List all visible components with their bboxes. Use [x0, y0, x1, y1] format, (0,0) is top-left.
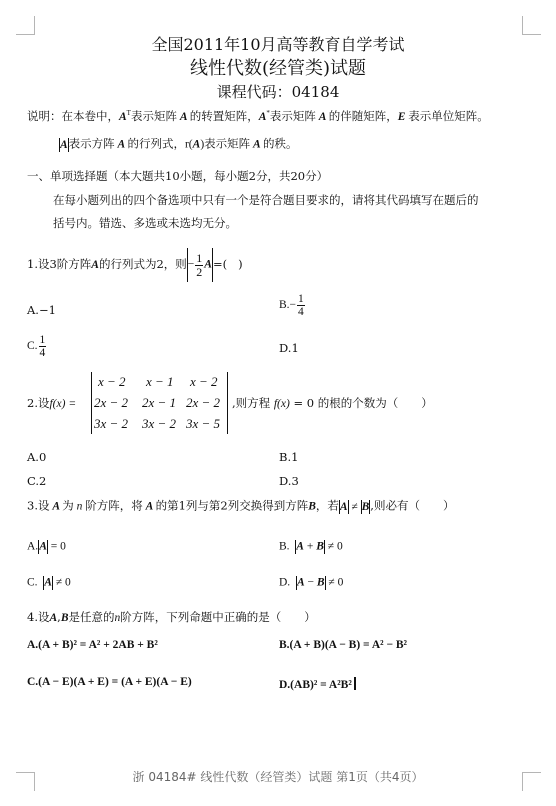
question-2-option-d: D.3 [279, 474, 299, 488]
page-footer: 浙 04184# 线性代数（经管类）试题 第1页（共4页） [132, 770, 424, 784]
crop-mark-top-left [16, 16, 35, 35]
question-4-stem: 4.设A,B是任意的n阶方阵，下列命题中正确的是（ ） [27, 610, 316, 624]
course-code: 课程代码：04184 [216, 83, 340, 101]
det-r1c3: x − 2 [190, 374, 218, 389]
question-2-option-b: B.1 [279, 450, 299, 464]
det-r2c1: 2x − 2 [94, 395, 129, 410]
det-r1c2: x − 1 [146, 374, 174, 389]
question-1-option-d: D.1 [279, 341, 299, 355]
question-1-option-b: B.− $\frac{1}{4}$ [279, 293, 304, 319]
section-instructions-1: 在每小题列出的四个备选项中只有一个是符合题目要求的，请将其代码填写在题后的 [53, 193, 479, 207]
crop-mark-top-right [522, 16, 541, 35]
det-r3c2: 3x − 2 [142, 416, 177, 431]
question-4-option-a: A.(A + B)² = A² + 2AB + B² [27, 639, 158, 651]
question-1-option-a: A.−1 [27, 303, 56, 317]
subject-title: 线性代数(经管类)试题 [189, 58, 367, 79]
question-3-option-d: D. A − B ≠ 0 [279, 576, 344, 589]
question-1-option-c: C. $\frac{1}{4}$ [27, 334, 46, 360]
det-r2c2: 2x − 1 [142, 395, 177, 410]
question-4-option-b: B.(A + B)(A − B) = A² − B² [279, 639, 407, 651]
det-r2c3: 2x − 2 [186, 395, 221, 410]
question-4-option-c: C.(A − E)(A + E) = (A + E)(A − E) [27, 676, 192, 688]
notes-line-1: 说明：在本卷中，$A^T$表示矩阵 A 的转置矩阵，A*表示矩阵 A 的伴随矩阵，E 表示单位矩阵。 [27, 109, 489, 123]
question-2-stem-b: ,则方程 f(x) = 0 的根的个数为（ ） [232, 396, 433, 410]
question-2-option-c: C.2 [27, 474, 47, 488]
notes-line-2: A表示方阵 A 的行列式，r(A)表示矩阵 A 的秩。 [60, 136, 298, 151]
question-4-option-d: D.(AB)² = A²B² [279, 677, 356, 692]
question-3-option-c: C. A ≠ 0 [27, 576, 71, 589]
question-2-determinant [91, 372, 231, 434]
question-3-option-a: A.A = 0 [27, 540, 66, 553]
question-3-option-b: B. A + B ≠ 0 [279, 540, 343, 553]
section-instructions-2: 括号内。错选、多选或未选均无分。 [53, 216, 237, 230]
section-title: 一、单项选择题（本大题共10小题，每小题2分，共20分） [27, 169, 329, 183]
det-r3c1: 3x − 2 [94, 416, 129, 431]
question-3-stem: 3.设 A 为 n 阶方阵，将 A 的第1列与第2列交换得到方阵B，若A ≠ B,则必有（ ） [27, 498, 455, 513]
question-1-stem: 1.设3阶方阵A的行列式为2，则− $\frac{1}{2}$ A=( ) [27, 248, 243, 282]
exam-title: 全国2011年10月高等教育自学考试 [151, 35, 405, 54]
det-r3c3: 3x − 5 [186, 416, 221, 431]
text-cursor [354, 677, 356, 690]
question-2-stem-a: 2.设f(x) = [27, 396, 76, 410]
det-r1c1: x − 2 [98, 374, 126, 389]
question-2-option-a: A.0 [27, 450, 47, 464]
